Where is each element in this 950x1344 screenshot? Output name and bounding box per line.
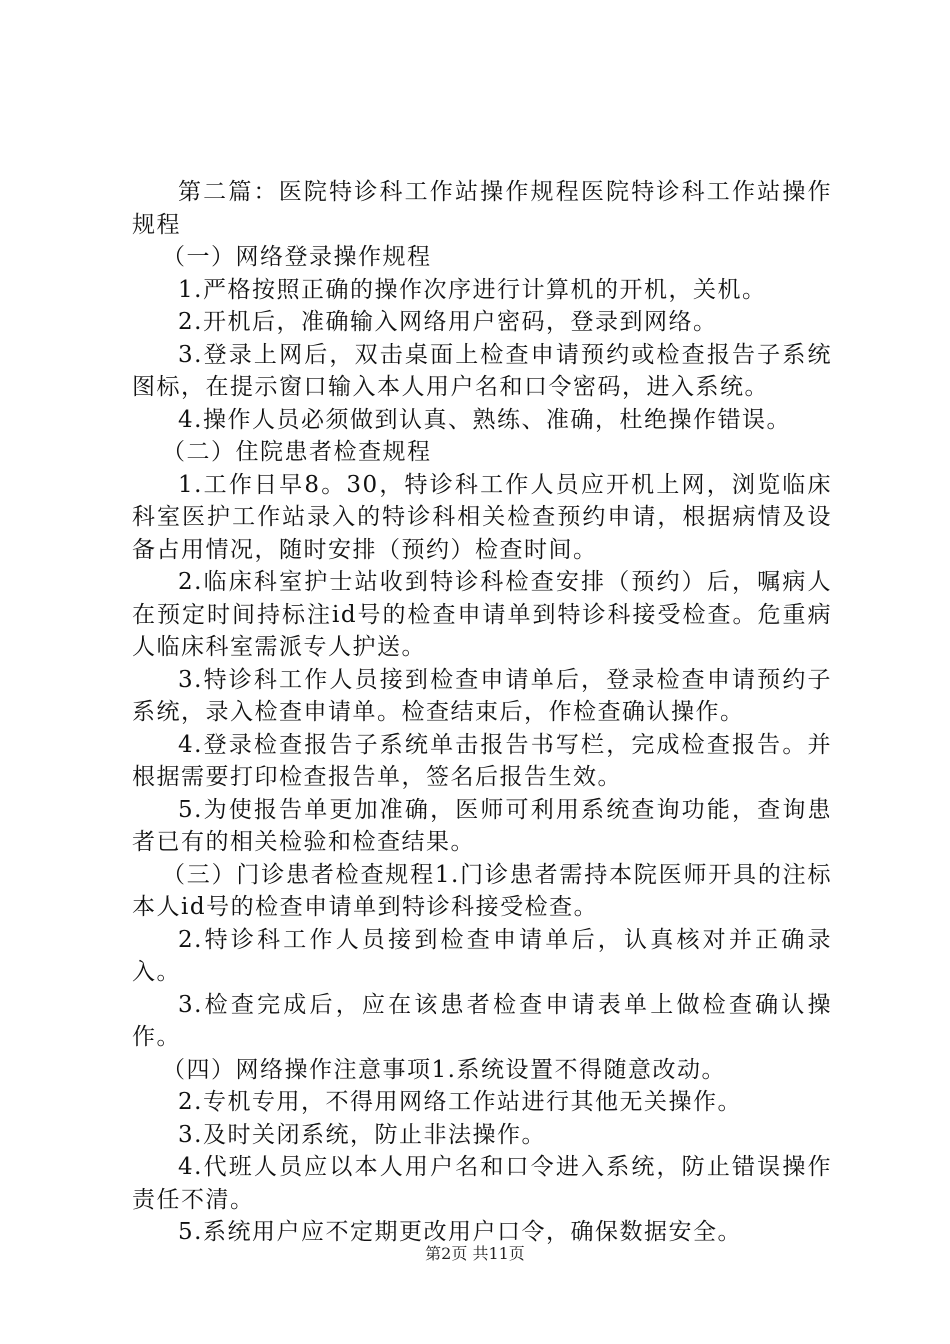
paragraph: 5.为使报告单更加准确，医师可利用系统查询功能，查询患者已有的相关检验和检查结果。	[132, 796, 832, 855]
document-title: 第二篇：医院特诊科工作站操作规程医院特诊科工作站操作规程	[132, 179, 832, 238]
page-number: 第2页 共11页	[425, 1244, 525, 1263]
paragraph: 3.登录上网后，双击桌面上检查申请预约或检查报告子系统图标，在提示窗口输入本人用户名和口令密码，进入系统。	[132, 341, 832, 400]
paragraph: 2.开机后，准确输入网络用户密码，登录到网络。	[178, 309, 718, 335]
paragraph: 4.代班人员应以本人用户名和口令进入系统，防止错误操作责任不清。	[132, 1154, 832, 1213]
section-heading: （三）门诊患者检查规程1.门诊患者需持本院医师开具的注标本人id号的检查申请单到特诊科接受检查。	[132, 861, 832, 920]
paragraph: 4.登录检查报告子系统单击报告书写栏，完成检查报告。并根据需要打印检查报告单，签名后报告生效。	[132, 731, 832, 790]
paragraph: 1.严格按照正确的操作次序进行计算机的开机，关机。	[178, 276, 767, 303]
paragraph: 3.检查完成后，应在该患者检查申请表单上做检查确认操作。	[132, 991, 832, 1050]
document-body	[132, 176, 832, 1249]
paragraph: 3.特诊科工作人员接到检查申请单后，登录检查申请预约子系统，录入检查申请单。检查结束后，作检查确认操作。	[132, 666, 832, 725]
paragraph: 5.系统用户应不定期更改用户口令，确保数据安全。	[178, 1219, 742, 1245]
paragraph: 2.临床科室护士站收到特诊科检查安排（预约）后，嘱病人在预定时间持标注id号的检查申请单到特诊科接受检查。危重病人临床科室需派专人护送。	[132, 569, 832, 660]
paragraph: 4.操作人员必须做到认真、熟练、准确，杜绝操作错误。	[178, 406, 791, 433]
paragraph: 3.及时关闭系统，防止非法操作。	[178, 1121, 546, 1148]
paragraph: 2.专机专用，不得用网络工作站进行其他无关操作。	[178, 1089, 742, 1115]
paragraph: 2.特诊科工作人员接到检查申请单后，认真核对并正确录入。	[132, 926, 832, 985]
section-heading: （二）住院患者检查规程	[162, 439, 432, 465]
section-heading: （一）网络登录操作规程	[162, 244, 432, 270]
paragraph: 1.工作日早8。30，特诊科工作人员应开机上网，浏览临床科室医护工作站录入的特诊科相关检查预约申请，根据病情及设备占用情况，随时安排（预约）检查时间。	[132, 471, 832, 563]
section-heading: （四）网络操作注意事项1.系统设置不得随意改动。	[162, 1056, 726, 1083]
